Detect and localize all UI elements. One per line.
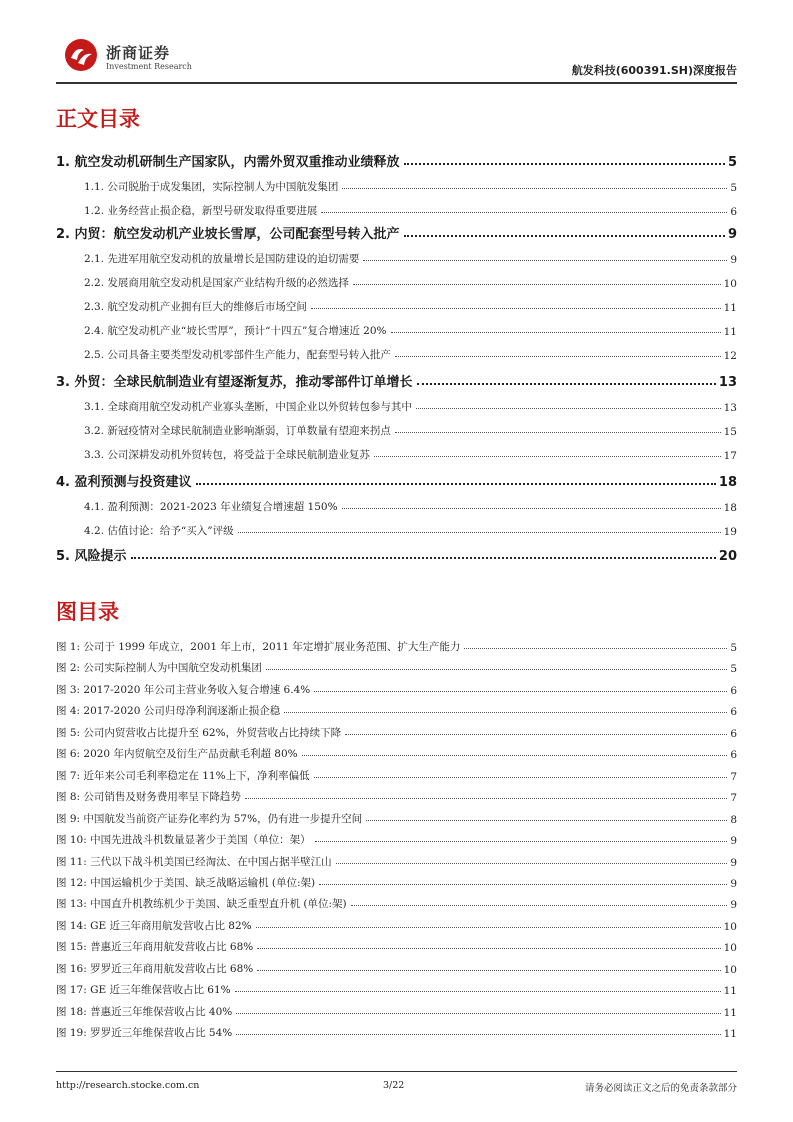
figure-entry-page: 9 bbox=[730, 877, 737, 890]
toc-title: 正文目录 bbox=[56, 107, 140, 131]
figure-leader-dots bbox=[236, 1020, 720, 1035]
toc-entry-label: 2.1. 先进军用航空发动机的放量增长是国防建设的迫切需要 bbox=[84, 253, 360, 265]
toc-entry-page: 15 bbox=[723, 426, 737, 438]
figure-entry-label: 图 17: GE 近三年维保营收占比 61% bbox=[56, 984, 231, 997]
toc-entry-label: 4.1. 盈利预测：2021-2023 年业绩复合增速超 150% bbox=[84, 501, 338, 513]
toc-entry-label: 4. 盈利预测与投资建议 bbox=[56, 475, 192, 490]
toc-leader-dots bbox=[311, 294, 721, 309]
toc-leader-dots bbox=[363, 246, 727, 261]
figure-list-entry[interactable] bbox=[56, 956, 737, 976]
toc-leader-dots bbox=[353, 270, 721, 285]
toc-chapter-entry[interactable] bbox=[56, 470, 737, 490]
figure-entry-page: 11 bbox=[723, 985, 737, 998]
toc-section-entry[interactable] bbox=[84, 318, 737, 338]
figure-list-entry[interactable] bbox=[56, 741, 737, 761]
toc-entry-page: 9 bbox=[730, 254, 737, 266]
toc-leader-dots bbox=[196, 469, 716, 485]
footer-disclaimer: 请务必阅读正文之后的免责条款部分 bbox=[584, 1083, 737, 1094]
toc-entry-page: 9 bbox=[727, 227, 737, 242]
toc-leader-dots bbox=[131, 543, 716, 559]
toc-entry-page: 17 bbox=[723, 450, 737, 462]
toc-entry-label: 2.5. 公司具备主要类型发动机零部件生产能力，配套型号转入批产 bbox=[84, 349, 391, 361]
toc-leader-dots bbox=[395, 342, 721, 357]
figure-list-entry[interactable] bbox=[56, 720, 737, 740]
figure-leader-dots bbox=[315, 827, 728, 842]
figure-entry-label: 图 15: 普惠近三年商用航发营收占比 68% bbox=[56, 941, 254, 954]
figure-leader-dots bbox=[257, 956, 720, 971]
toc-leader-dots bbox=[342, 174, 727, 189]
toc-entry-label: 1.1. 公司脱胎于成发集团，实际控制人为中国航发集团 bbox=[84, 181, 339, 193]
toc-entry-page: 11 bbox=[723, 302, 737, 314]
toc-entry-label: 2.4. 航空发动机产业“坡长雪厚”，预计“十四五”复合增速近 20% bbox=[84, 325, 387, 337]
figure-leader-dots bbox=[366, 806, 727, 821]
figure-entry-label: 图 13: 中国直升机教练机少于美国、缺乏重型直升机 (单位:架) bbox=[56, 898, 347, 911]
figure-list-entry[interactable] bbox=[56, 999, 737, 1019]
figure-entry-page: 11 bbox=[723, 1006, 737, 1019]
figure-entry-page: 9 bbox=[730, 835, 737, 848]
figure-entry-label: 图 5: 公司内贸营收占比提升至 62%，外贸营收占比持续下降 bbox=[56, 726, 342, 739]
toc-section-entry[interactable] bbox=[84, 494, 737, 514]
figure-entry-label: 图 14: GE 近三年商用航发营收占比 82% bbox=[56, 919, 252, 932]
toc-leader-dots bbox=[391, 318, 721, 333]
toc-entry-page: 5 bbox=[730, 182, 737, 194]
toc-section-entry[interactable] bbox=[84, 518, 737, 538]
figure-leader-dots bbox=[284, 698, 727, 713]
figure-entry-page: 7 bbox=[730, 770, 737, 783]
figure-leader-dots bbox=[314, 763, 728, 778]
figure-leader-dots bbox=[464, 634, 727, 649]
figure-entry-page: 10 bbox=[723, 920, 737, 933]
toc-entry-page: 18 bbox=[723, 502, 737, 514]
toc-section-entry[interactable] bbox=[84, 246, 737, 266]
figure-leader-dots bbox=[257, 934, 720, 949]
footer-divider bbox=[56, 1071, 737, 1072]
figure-list-entry[interactable] bbox=[56, 806, 737, 826]
figure-entry-label: 图 11: 三代以下战斗机美国已经淘汰、在中国占据半壁江山 bbox=[56, 855, 332, 868]
toc-section-entry[interactable] bbox=[84, 418, 737, 438]
figure-leader-dots bbox=[319, 870, 727, 885]
figure-list-entry[interactable] bbox=[56, 677, 737, 697]
figure-entry-page: 9 bbox=[730, 856, 737, 869]
toc-entry-label: 3.3. 公司深耕发动机外贸转包，将受益于全球民航制造业复苏 bbox=[84, 449, 370, 461]
figure-list-entry[interactable] bbox=[56, 913, 737, 933]
figure-list-entry[interactable] bbox=[56, 1020, 737, 1040]
toc-entry-page: 19 bbox=[723, 526, 737, 538]
brand-name-en: Investment Research bbox=[106, 62, 192, 71]
figure-list-entry[interactable] bbox=[56, 849, 737, 869]
figure-list-title: 图目录 bbox=[56, 600, 119, 624]
figure-entry-label: 图 1: 公司于 1999 年成立，2001 年上市，2011 年定增扩展业务范围、扩大生产能力 bbox=[56, 641, 461, 653]
figure-entry-page: 5 bbox=[730, 642, 737, 654]
toc-section-entry[interactable] bbox=[84, 174, 737, 194]
figure-leader-dots bbox=[302, 741, 728, 756]
toc-chapter-entry[interactable] bbox=[56, 544, 737, 564]
figure-leader-dots bbox=[245, 784, 727, 799]
figure-list-entry[interactable] bbox=[56, 784, 737, 804]
toc-entry-page: 6 bbox=[730, 206, 737, 218]
figure-list-entry[interactable] bbox=[56, 934, 737, 954]
footer-url[interactable]: http://research.stocke.com.cn bbox=[56, 1080, 200, 1091]
brand-name-cn: 浙商证券 bbox=[106, 44, 171, 62]
figure-entry-page: 6 bbox=[730, 706, 737, 719]
toc-chapter-entry[interactable] bbox=[56, 222, 737, 242]
toc-entry-page: 5 bbox=[727, 155, 737, 170]
figure-entry-label: 图 7: 近年来公司毛利率稳定在 11%上下，净利率偏低 bbox=[56, 769, 310, 782]
figure-list-entry[interactable] bbox=[56, 827, 737, 847]
toc-entry-page: 13 bbox=[718, 375, 737, 390]
figure-entry-page: 11 bbox=[723, 1028, 737, 1041]
toc-section-entry[interactable] bbox=[84, 394, 737, 414]
figure-entry-page: 8 bbox=[730, 813, 737, 826]
toc-entry-page: 18 bbox=[718, 475, 737, 490]
figure-list-entry[interactable] bbox=[56, 977, 737, 997]
toc-entry-label: 1. 航空发动机研制生产国家队，内需外贸双重推动业绩释放 bbox=[56, 155, 400, 170]
figure-leader-dots bbox=[314, 677, 727, 692]
toc-entry-label: 4.2. 估值讨论：给予“买入”评级 bbox=[84, 525, 234, 537]
figure-leader-dots bbox=[351, 891, 728, 906]
figure-entry-label: 图 19: 罗罗近三年维保营收占比 54% bbox=[56, 1027, 233, 1040]
figure-entry-page: 5 bbox=[730, 663, 737, 676]
figure-entry-label: 图 10: 中国先进战斗机数量显著少于美国（单位：架） bbox=[56, 834, 311, 847]
toc-entry-label: 2.2. 发展商用航空发动机是国家产业结构升级的必然选择 bbox=[84, 277, 349, 289]
figure-entry-label: 图 9: 中国航发当前资产证券化率约为 57%，仍有进一步提升空间 bbox=[56, 812, 363, 825]
figure-entry-label: 图 18: 普惠近三年维保营收占比 40% bbox=[56, 1005, 233, 1018]
figure-entry-label: 图 3: 2017-2020 年公司主营业务收入复合增速 6.4% bbox=[56, 683, 311, 696]
toc-leader-dots bbox=[416, 394, 721, 409]
footer-page-number: 3/22 bbox=[383, 1080, 405, 1091]
toc-leader-dots bbox=[238, 518, 721, 533]
figure-leader-dots bbox=[266, 655, 727, 670]
toc-entry-page: 12 bbox=[723, 350, 737, 362]
figure-entry-page: 6 bbox=[730, 727, 737, 740]
toc-leader-dots bbox=[321, 198, 727, 213]
figure-entry-page: 10 bbox=[723, 963, 737, 976]
brand-logo-icon bbox=[64, 38, 98, 72]
figure-entry-label: 图 16: 罗罗近三年商用航发营收占比 68% bbox=[56, 962, 254, 975]
toc-entry-page: 20 bbox=[718, 549, 737, 564]
toc-chapter-entry[interactable] bbox=[56, 150, 737, 170]
figure-leader-dots bbox=[336, 849, 728, 864]
figure-entry-label: 图 8: 公司销售及财务费用率呈下降趋势 bbox=[56, 791, 241, 804]
figure-entry-label: 图 6: 2020 年内贸航空及衍生产品贡献毛利超 80% bbox=[56, 748, 298, 761]
toc-entry-page: 10 bbox=[723, 278, 737, 290]
figure-list-entry[interactable] bbox=[56, 655, 737, 675]
toc-entry-label: 2. 内贸：航空发动机产业坡长雪厚，公司配套型号转入批产 bbox=[56, 227, 400, 242]
toc-entry-label: 5. 风险提示 bbox=[56, 549, 127, 564]
toc-entry-label: 3.1. 全球商用航空发动机产业寡头垄断，中国企业以外贸转包参与其中 bbox=[84, 401, 412, 413]
toc-leader-dots bbox=[404, 149, 725, 165]
toc-section-entry[interactable] bbox=[84, 342, 737, 362]
figure-list-entry[interactable] bbox=[56, 634, 737, 654]
toc-section-entry[interactable] bbox=[84, 198, 737, 218]
figure-entry-label: 图 12: 中国运输机少于美国、缺乏战略运输机 (单位:架) bbox=[56, 876, 316, 889]
toc-entry-page: 13 bbox=[723, 402, 737, 414]
figure-entry-label: 图 4: 2017-2020 公司归母净利润逐渐止损企稳 bbox=[56, 705, 281, 718]
figure-entry-page: 6 bbox=[730, 749, 737, 762]
header-divider bbox=[56, 82, 737, 84]
figure-entry-label: 图 2: 公司实际控制人为中国航空发动机集团 bbox=[56, 662, 262, 675]
toc-entry-page: 11 bbox=[723, 326, 737, 338]
figure-leader-dots bbox=[236, 999, 720, 1014]
figure-entry-page: 10 bbox=[723, 942, 737, 955]
toc-entry-label: 3.2. 新冠疫情对全球民航制造业影响渐弱，订单数量有望迎来拐点 bbox=[84, 425, 391, 437]
figure-entry-page: 7 bbox=[730, 792, 737, 805]
toc-entry-label: 2.3. 航空发动机产业拥有巨大的维修后市场空间 bbox=[84, 301, 307, 313]
report-tag: 航发科技(600391.SH)深度报告 bbox=[571, 64, 737, 77]
toc-entry-label: 1.2. 业务经营止损企稳，新型号研发取得重要进展 bbox=[84, 205, 318, 217]
toc-chapter-entry[interactable] bbox=[56, 370, 737, 390]
toc-leader-dots bbox=[395, 418, 721, 433]
figure-list-entry[interactable] bbox=[56, 763, 737, 783]
page-header bbox=[56, 36, 737, 84]
toc-section-entry[interactable] bbox=[84, 294, 737, 314]
toc-leader-dots bbox=[417, 369, 716, 385]
toc-entry-label: 3. 外贸：全球民航制造业有望逐渐复苏，推动零部件订单增长 bbox=[56, 375, 413, 390]
toc-leader-dots bbox=[404, 221, 725, 237]
figure-entry-page: 6 bbox=[730, 684, 737, 697]
toc-leader-dots bbox=[342, 494, 721, 509]
toc-section-entry[interactable] bbox=[84, 270, 737, 290]
figure-leader-dots bbox=[235, 977, 721, 992]
figure-list-entry[interactable] bbox=[56, 891, 737, 911]
figure-entry-page: 9 bbox=[730, 899, 737, 912]
toc-leader-dots bbox=[374, 442, 721, 457]
figure-list-entry[interactable] bbox=[56, 698, 737, 718]
figure-list-entry[interactable] bbox=[56, 870, 737, 890]
figure-leader-dots bbox=[345, 720, 727, 735]
toc-section-entry[interactable] bbox=[84, 442, 737, 462]
figure-leader-dots bbox=[256, 913, 721, 928]
